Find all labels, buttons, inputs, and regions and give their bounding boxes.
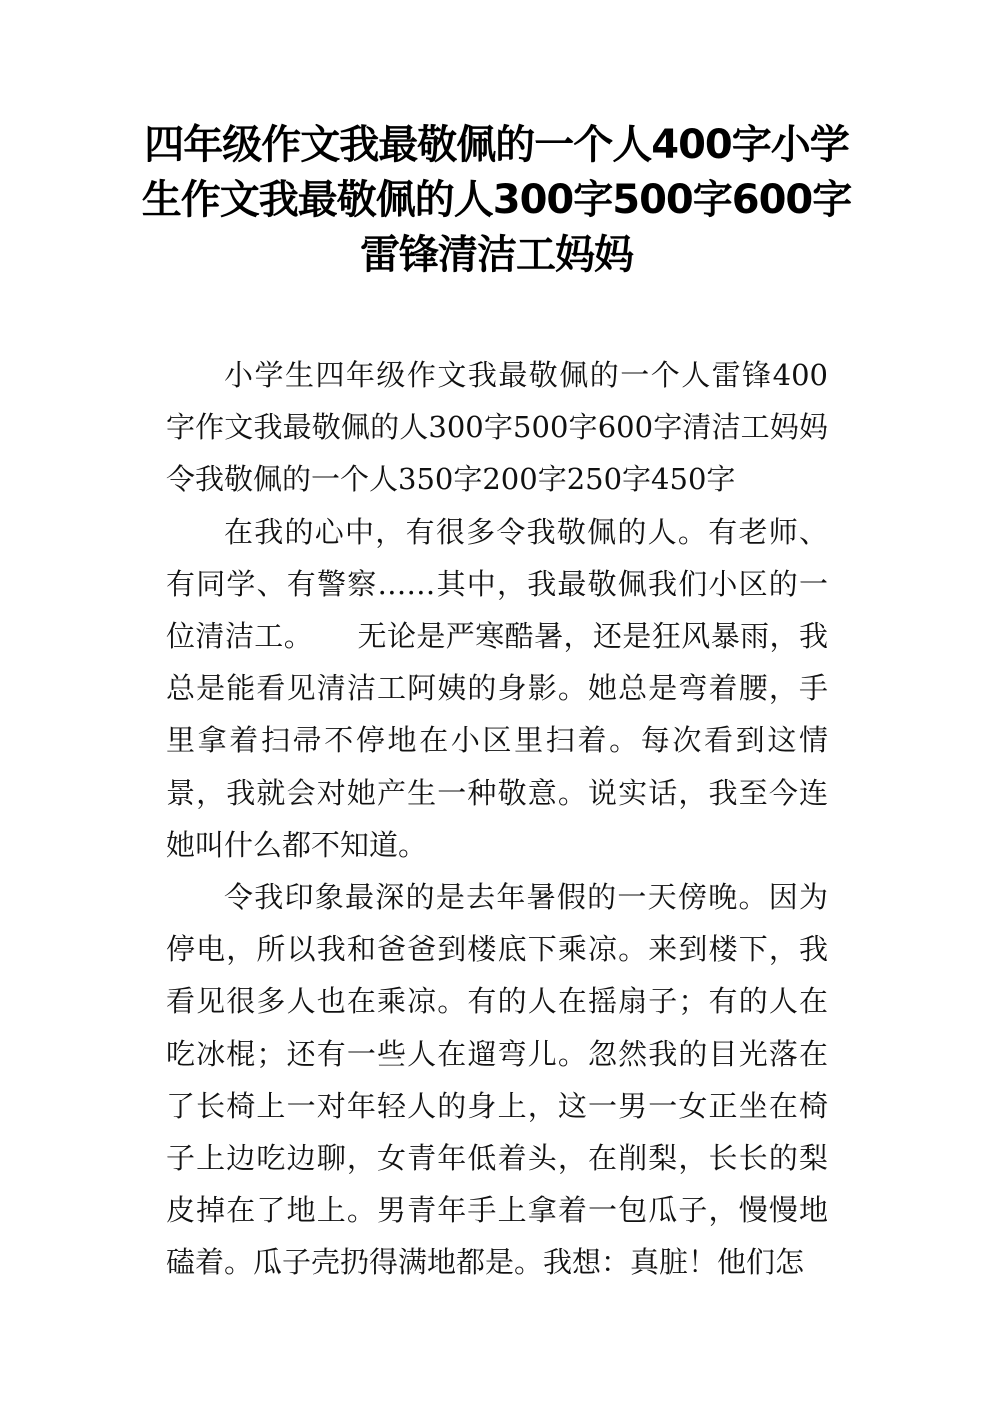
document-body (166, 349, 828, 1289)
paragraph-cleaner: 在我的心中，有很多令我敬佩的人。有老师、有同学、有警察……其中，我最敬佩我们小区的一位清洁工。 无论是严寒酷暑，还是狂风暴雨，我总是能看见清洁工阿姨的身影。她总是弯着腰，手里拿着扫帚不停地在小区里扫着。每次看到这情景，我就会对她产生一种敬意。说实话，我至今连她叫什么都不知道。 (166, 514, 828, 862)
paragraph-intro: 小学生四年级作文我最敬佩的一个人雷锋400字作文我最敬佩的人300字500字600字清洁工妈妈令我敬佩的一个人350字200字250字450字 (166, 358, 828, 497)
document-title: 四年级作文我最敬佩的一个人400字小学生作文我最敬佩的人300字500字600字雷锋清洁工妈妈 (141, 122, 852, 278)
paragraph-memory: 令我印象最深的是去年暑假的一天傍晚。因为停电，所以我和爸爸到楼底下乘凉。来到楼下，我看见很多人也在乘凉。有的人在摇扇子；有的人在吃冰棍；还有一些人在遛弯儿。忽然我的目光落在了长椅上一对年轻人的身上，这一男一女正坐在椅子上边吃边聊，女青年低着头，在削梨，长长的梨皮掉在了地上。男青年手上拿着一包瓜子，慢慢地磕着。瓜子壳扔得满地都是。我想：真脏！他们怎 (166, 880, 828, 1280)
